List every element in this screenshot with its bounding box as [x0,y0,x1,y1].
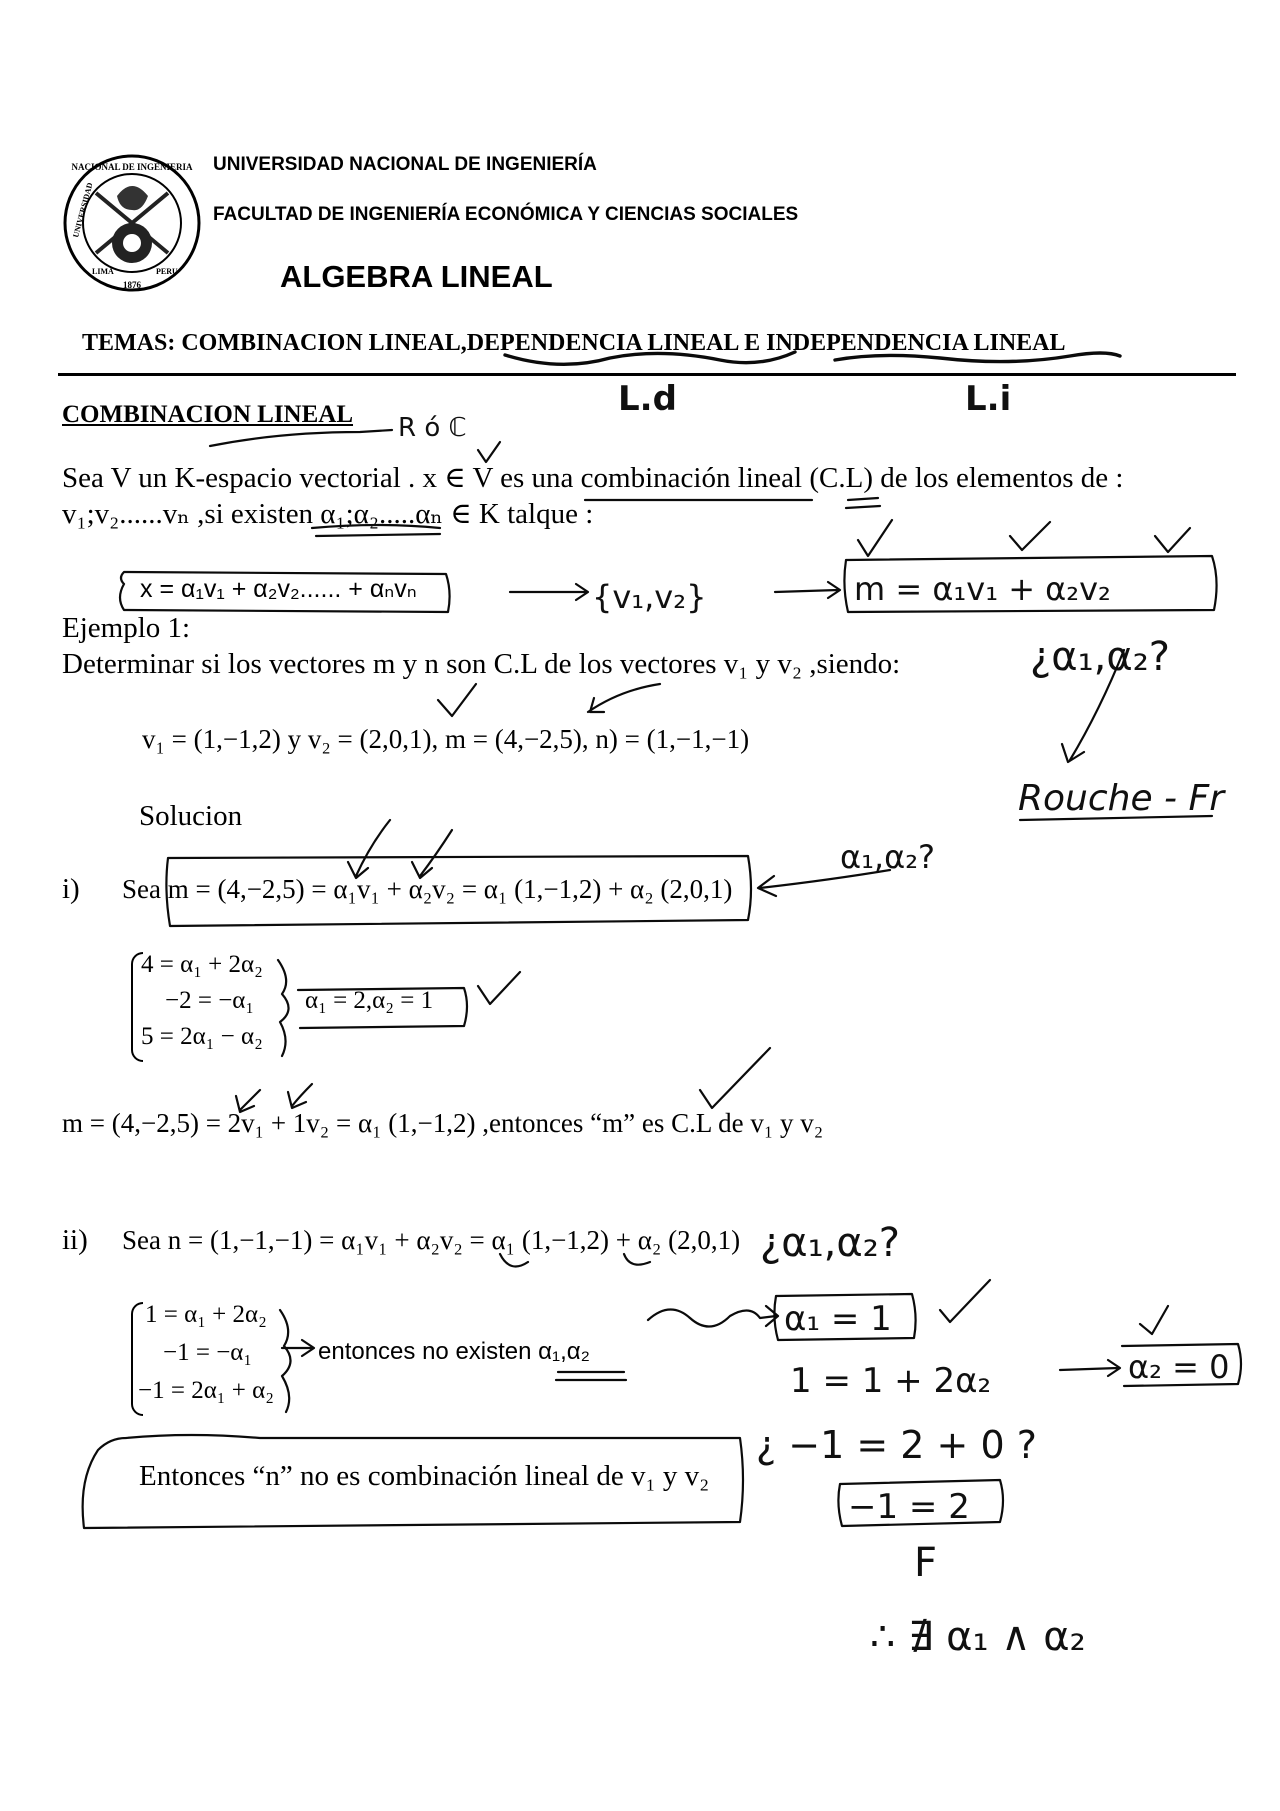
part-2-conclusion: Entonces “n” no es combinación lineal de v₁ y v₂ [139,1460,710,1492]
arrow-2v1 [236,1090,260,1112]
topics-line: TEMAS: COMBINACION LINEAL,DEPENDENCIA LINEAL E INDEPENDENCIA LINEAL [82,330,1066,356]
part-1-equation: Sea m = (4,−2,5) = α₁v₁ + α₂v₂ = α₁ (1,−1,2) + α₂ (2,0,1) [122,874,733,904]
part-2-label: ii) [62,1224,88,1256]
example-title: Ejemplo 1: [62,612,191,644]
handwritten-ld: L.d [618,379,677,419]
part-2-system-eq-1: 1 = α₁ + 2α₂ [145,1301,267,1328]
seal-year: 1876 [123,280,141,290]
underline-alphas-2 [556,1372,626,1380]
brace-right-1 [278,960,289,1056]
underline-independencia [835,353,1120,362]
example-statement: Determinar si los vectores m y n son C.L de los vectores v₁ y v₂ ,siendo: [62,648,901,680]
box-conclusion-2 [83,1435,743,1528]
box-result-1 [298,988,467,1028]
part-2-result: entonces no existen α₁,α₂ [318,1338,590,1365]
solution-label: Solucion [139,800,243,832]
check-m-3 [1155,528,1190,552]
part-1-system-eq-2: −2 = −α₁ [165,987,255,1014]
handwritten-q2: α₁,α₂? [840,838,935,876]
arrow-alpha2 [412,830,452,878]
handwritten-q4: ¿ −1 = 2 + 0 ? [756,1423,1037,1467]
handwritten-li: L.i [965,379,1012,419]
check-m-1 [858,520,892,556]
part-1-system-eq-1: 4 = α₁ + 2α₂ [141,951,263,978]
seal-bottom-right: PERU [156,267,178,276]
arrow-vec-n [588,684,660,712]
handwritten-q1: ¿α₁,α₂? [1030,634,1170,680]
arrow-1v2 [288,1084,312,1108]
part-1-label: i) [62,873,80,905]
part-2-equation: Sea n = (1,−1,−1) = α₁v₁ + α₂v₂ = α₁ (1,−1,2) + α₂ (2,0,1) [122,1225,741,1255]
handwritten-a2: α₂ = 0 [1128,1348,1230,1386]
handwritten-rouche: Rouche - Fr [1018,778,1224,819]
handwritten-rc: R ó ℂ [398,413,467,443]
handwritten-m-eq: m = α₁v₁ + α₂v₂ [854,570,1111,608]
check-result-1 [478,972,520,1004]
underline-dependencia [505,352,795,364]
definition-line-2: v₁;v₂......vₙ ,si existen α₁;α₂.....αₙ ∈ K talque : [62,498,594,530]
curl-alpha [500,1254,650,1267]
faculty-name: FACULTAD DE INGENIERÍA ECONÓMICA Y CIENCIAS SOCIALES [213,204,799,225]
arrow-to-rc [210,430,392,446]
handwritten-q3: ¿α₁,α₂? [760,1220,900,1266]
university-name: UNIVERSIDAD NACIONAL DE INGENIERÍA [213,154,597,175]
seal-bottom-left: LIMA [92,267,114,276]
underline-alphas [312,525,440,536]
checkmark-x [478,442,500,462]
seal-top-text: NACIONAL DE INGENIERIA [71,162,193,172]
handwritten-set-v: {v₁,v₂} [592,578,707,616]
arrow-a2 [1060,1360,1120,1376]
handwritten-neg: −1 = 2 [848,1487,970,1527]
double-underline-cl [846,498,880,508]
example-vectors: v₁ = (1,−1,2) y v₂ = (2,0,1), m = (4,−2,5), n) = (1,−1,−1) [142,724,750,754]
box-formula [120,572,450,612]
course-title: ALGEBRA LINEAL [280,259,553,294]
part-1-system-eq-3: 5 = 2α₁ − α₂ [141,1023,263,1050]
definition-formula: x = α₁v₁ + α₂v₂...... + αₙvₙ [140,575,417,603]
section-title: COMBINACION LINEAL [62,401,354,428]
arrow-to-box-m [758,870,890,896]
seal-left-text: UNIVERSIDAD [71,181,95,239]
part-1-result: α₁ = 2,α₂ = 1 [305,987,434,1014]
handwritten-eq-a2: 1 = 1 + 2α₂ [790,1361,992,1401]
check-a2 [1140,1306,1168,1334]
arrow-m [775,582,840,598]
check-m-2 [1010,522,1050,550]
handwritten-nexists: ∴ ∄ α₁ ∧ α₂ [870,1614,1086,1660]
arrow-set [510,584,588,600]
part-2-system-eq-3: −1 = 2α₁ + α₂ [138,1377,274,1404]
brace-right-2 [280,1310,291,1412]
check-conclusion [700,1048,770,1108]
definition-line-1: Sea V un K-espacio vectorial . x ∈ V es una combinación lineal (C.L) de los elementos de : [62,462,1124,494]
handwritten-f: F [914,1540,938,1586]
wave-arrow [648,1306,778,1327]
part-1-conclusion: m = (4,−2,5) = 2v₁ + 1v₂ = α₁ (1,−1,2) ,entonces “m” es C.L de v₁ y v₂ [62,1108,824,1138]
part-2-system-eq-2: −1 = −α₁ [163,1339,253,1366]
box-part-1 [166,856,751,926]
check-vec-m [438,684,476,716]
handwritten-a1: α₁ = 1 [784,1299,892,1339]
check-a1 [940,1280,990,1322]
arrow-alpha1 [348,820,390,878]
